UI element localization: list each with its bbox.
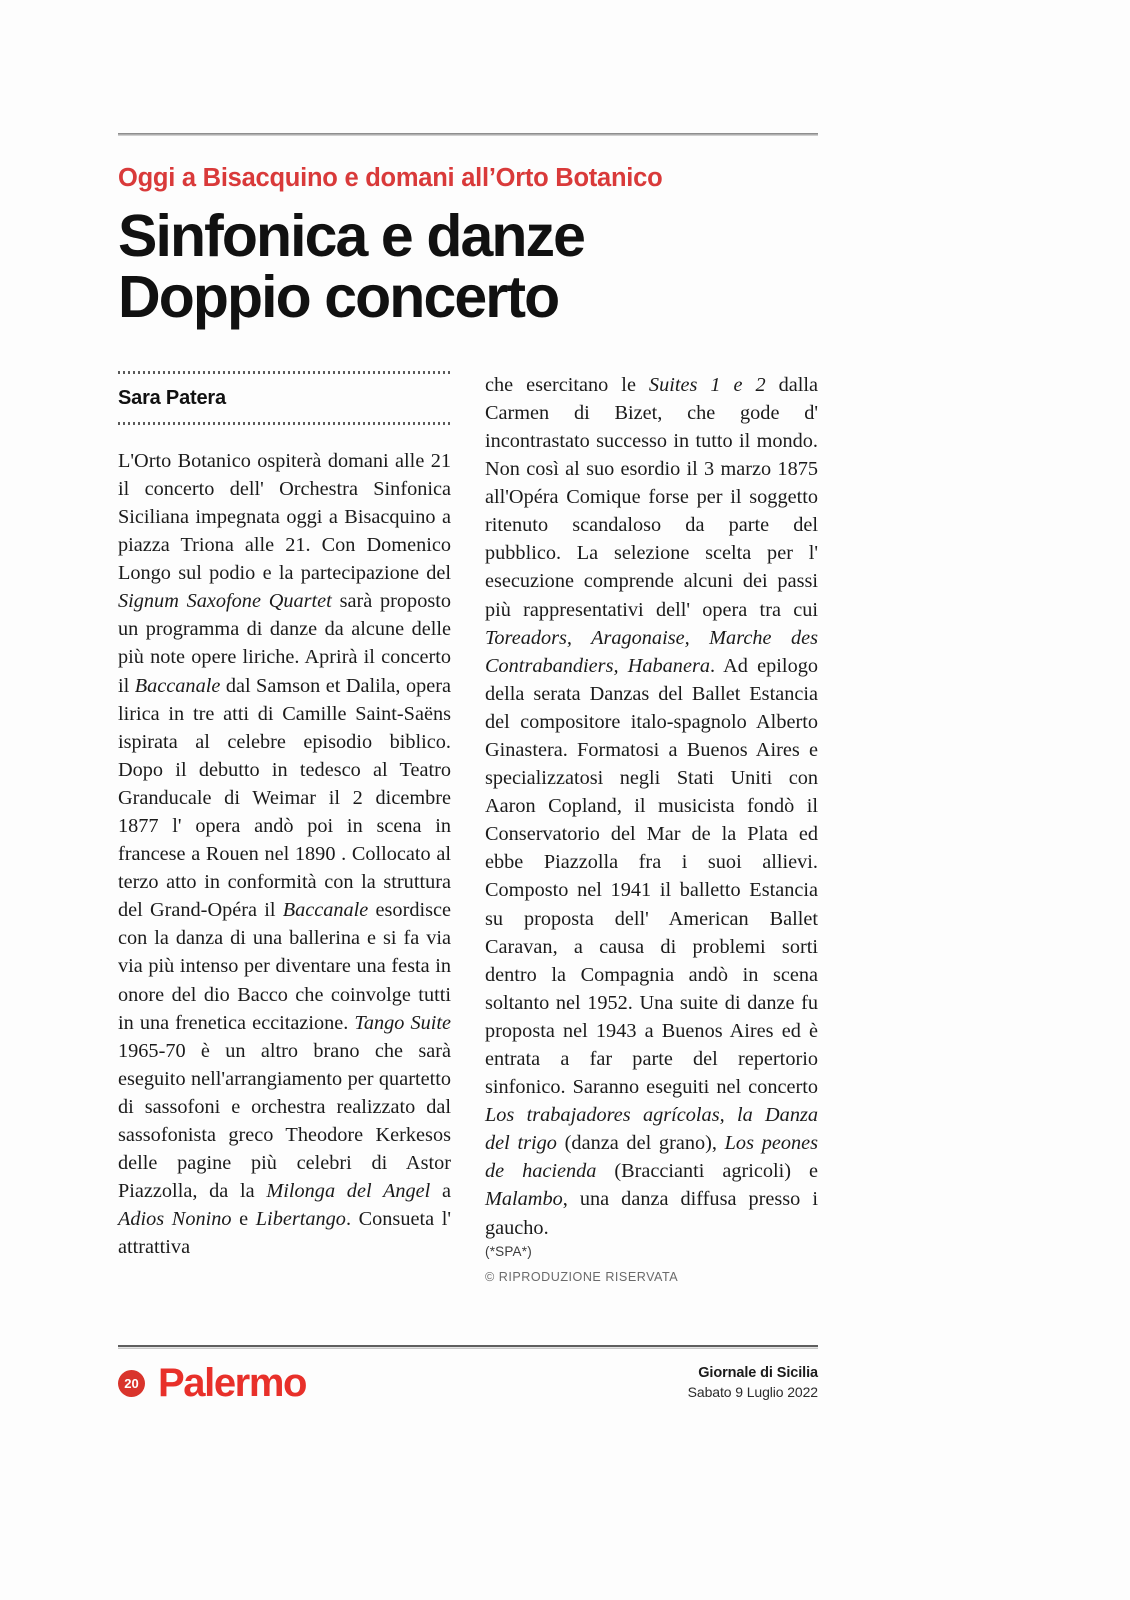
footer-masthead xyxy=(688,1365,818,1403)
column-left xyxy=(118,371,451,1284)
article-kicker: Oggi a Bisacquino e domani all’Orto Botanico xyxy=(118,164,663,192)
section-name: Palermo xyxy=(158,1361,307,1405)
article-container xyxy=(118,0,818,1284)
column-right xyxy=(485,371,818,1284)
headline-line-2: Doppio concerto xyxy=(118,264,559,331)
masthead-title: Giornale di Sicilia xyxy=(698,1365,818,1381)
top-divider xyxy=(118,133,818,136)
copyright-notice: © RIPRODUZIONE RISERVATA xyxy=(485,1269,679,1284)
footer-divider xyxy=(118,1345,818,1349)
page-footer xyxy=(118,1345,818,1403)
footer-brand xyxy=(118,1363,306,1403)
masthead-date: Sabato 9 Luglio 2022 xyxy=(687,1384,818,1400)
headline-line-1: Sinfonica e danze xyxy=(118,203,585,270)
body-text-right: che esercitano le Suites 1 e 2 dalla Carmen di Bizet, che gode d' incontrastato successo in tutto il mondo. Non così al suo esordio il 3 marzo 1875 all'Opéra Comique forse per il soggetto ritenuto scandaloso da parte del pubblico. La selezione scelta per l' esecuzione comprende alcuni dei passi più rappresentativi dell' opera tra cui Toreadors, Aragonaise, Marche des Contrabandiers, Habanera. Ad epilogo della serata Danzas del Ballet Estancia del compositore italo-spagnolo Alberto Ginastera. Formatosi a Buenos Aires e specializzatosi negli Stati Uniti con Aaron Copland, il musicista fondò il Conservatorio del Mar de la Plata ed ebbe Piazzolla fra i suoi allievi. Composto nel 1941 il balletto Estancia su proposta dell' American Ballet Caravan, a causa di problemi sorti dentro la Compagnia andò in scena soltanto nel 1952. Una suite di danze fu proposta nel 1943 a Buenos Aires ed è entrata a far parte del repertorio sinfonico. Saranno eseguiti nel concerto Los trabajadores agrícolas, la Danza del trigo (danza del grano), Los peones de hacienda (Braccianti agricoli) e Malambo, una danza diffusa presso i gaucho. xyxy=(485,373,819,1239)
byline-rule-bottom xyxy=(118,422,451,425)
body-text-left: L'Orto Botanico ospiterà domani alle 21 il concerto dell' Orchestra Sinfonica Siciliana impegnata oggi a Bisacquino a piazza Triona alle 21. Con Domenico Longo sul podio e la partecipazione del Signum Saxofone Quartet sarà proposto un programma di danze da alcune delle più note opere liriche. Aprirà il concerto il Baccanale dal Samson et Dalila, opera lirica in tre atti di Camille Saint-Saëns ispirata al celebre episodio biblico. Dopo il debutto in tedesco al Teatro Granducale di Weimar il 2 dicembre 1877 l' opera andò poi in scena in francese a Rouen nel 1890 . Collocato al terzo atto in conformità con la struttura del Grand-Opéra il Baccanale esordisce con la danza di una ballerina e si fa via via più intenso per diventare una festa in onore del dio Bacco che coinvolge tutti in una frenetica eccitazione. Tango Suite 1965-70 è un altro brano che sarà eseguito nell'arrangiamento per quartetto di sassofoni e orchestra realizzato dal sassofonista greco Theodore Kerkesos delle pagine più celebri di Astor Piazzolla, da la Milonga del Angel a Adios Nonino e Libertango. Consueta l' attrattiva xyxy=(118,449,452,1259)
article-columns xyxy=(118,371,818,1284)
footer-row xyxy=(118,1363,818,1403)
page-number-badge: 20 xyxy=(118,1370,145,1397)
agency-credit: (*SPA*) xyxy=(485,1243,532,1259)
article-byline: Sara Patera xyxy=(118,386,226,409)
article-headline xyxy=(118,203,818,331)
